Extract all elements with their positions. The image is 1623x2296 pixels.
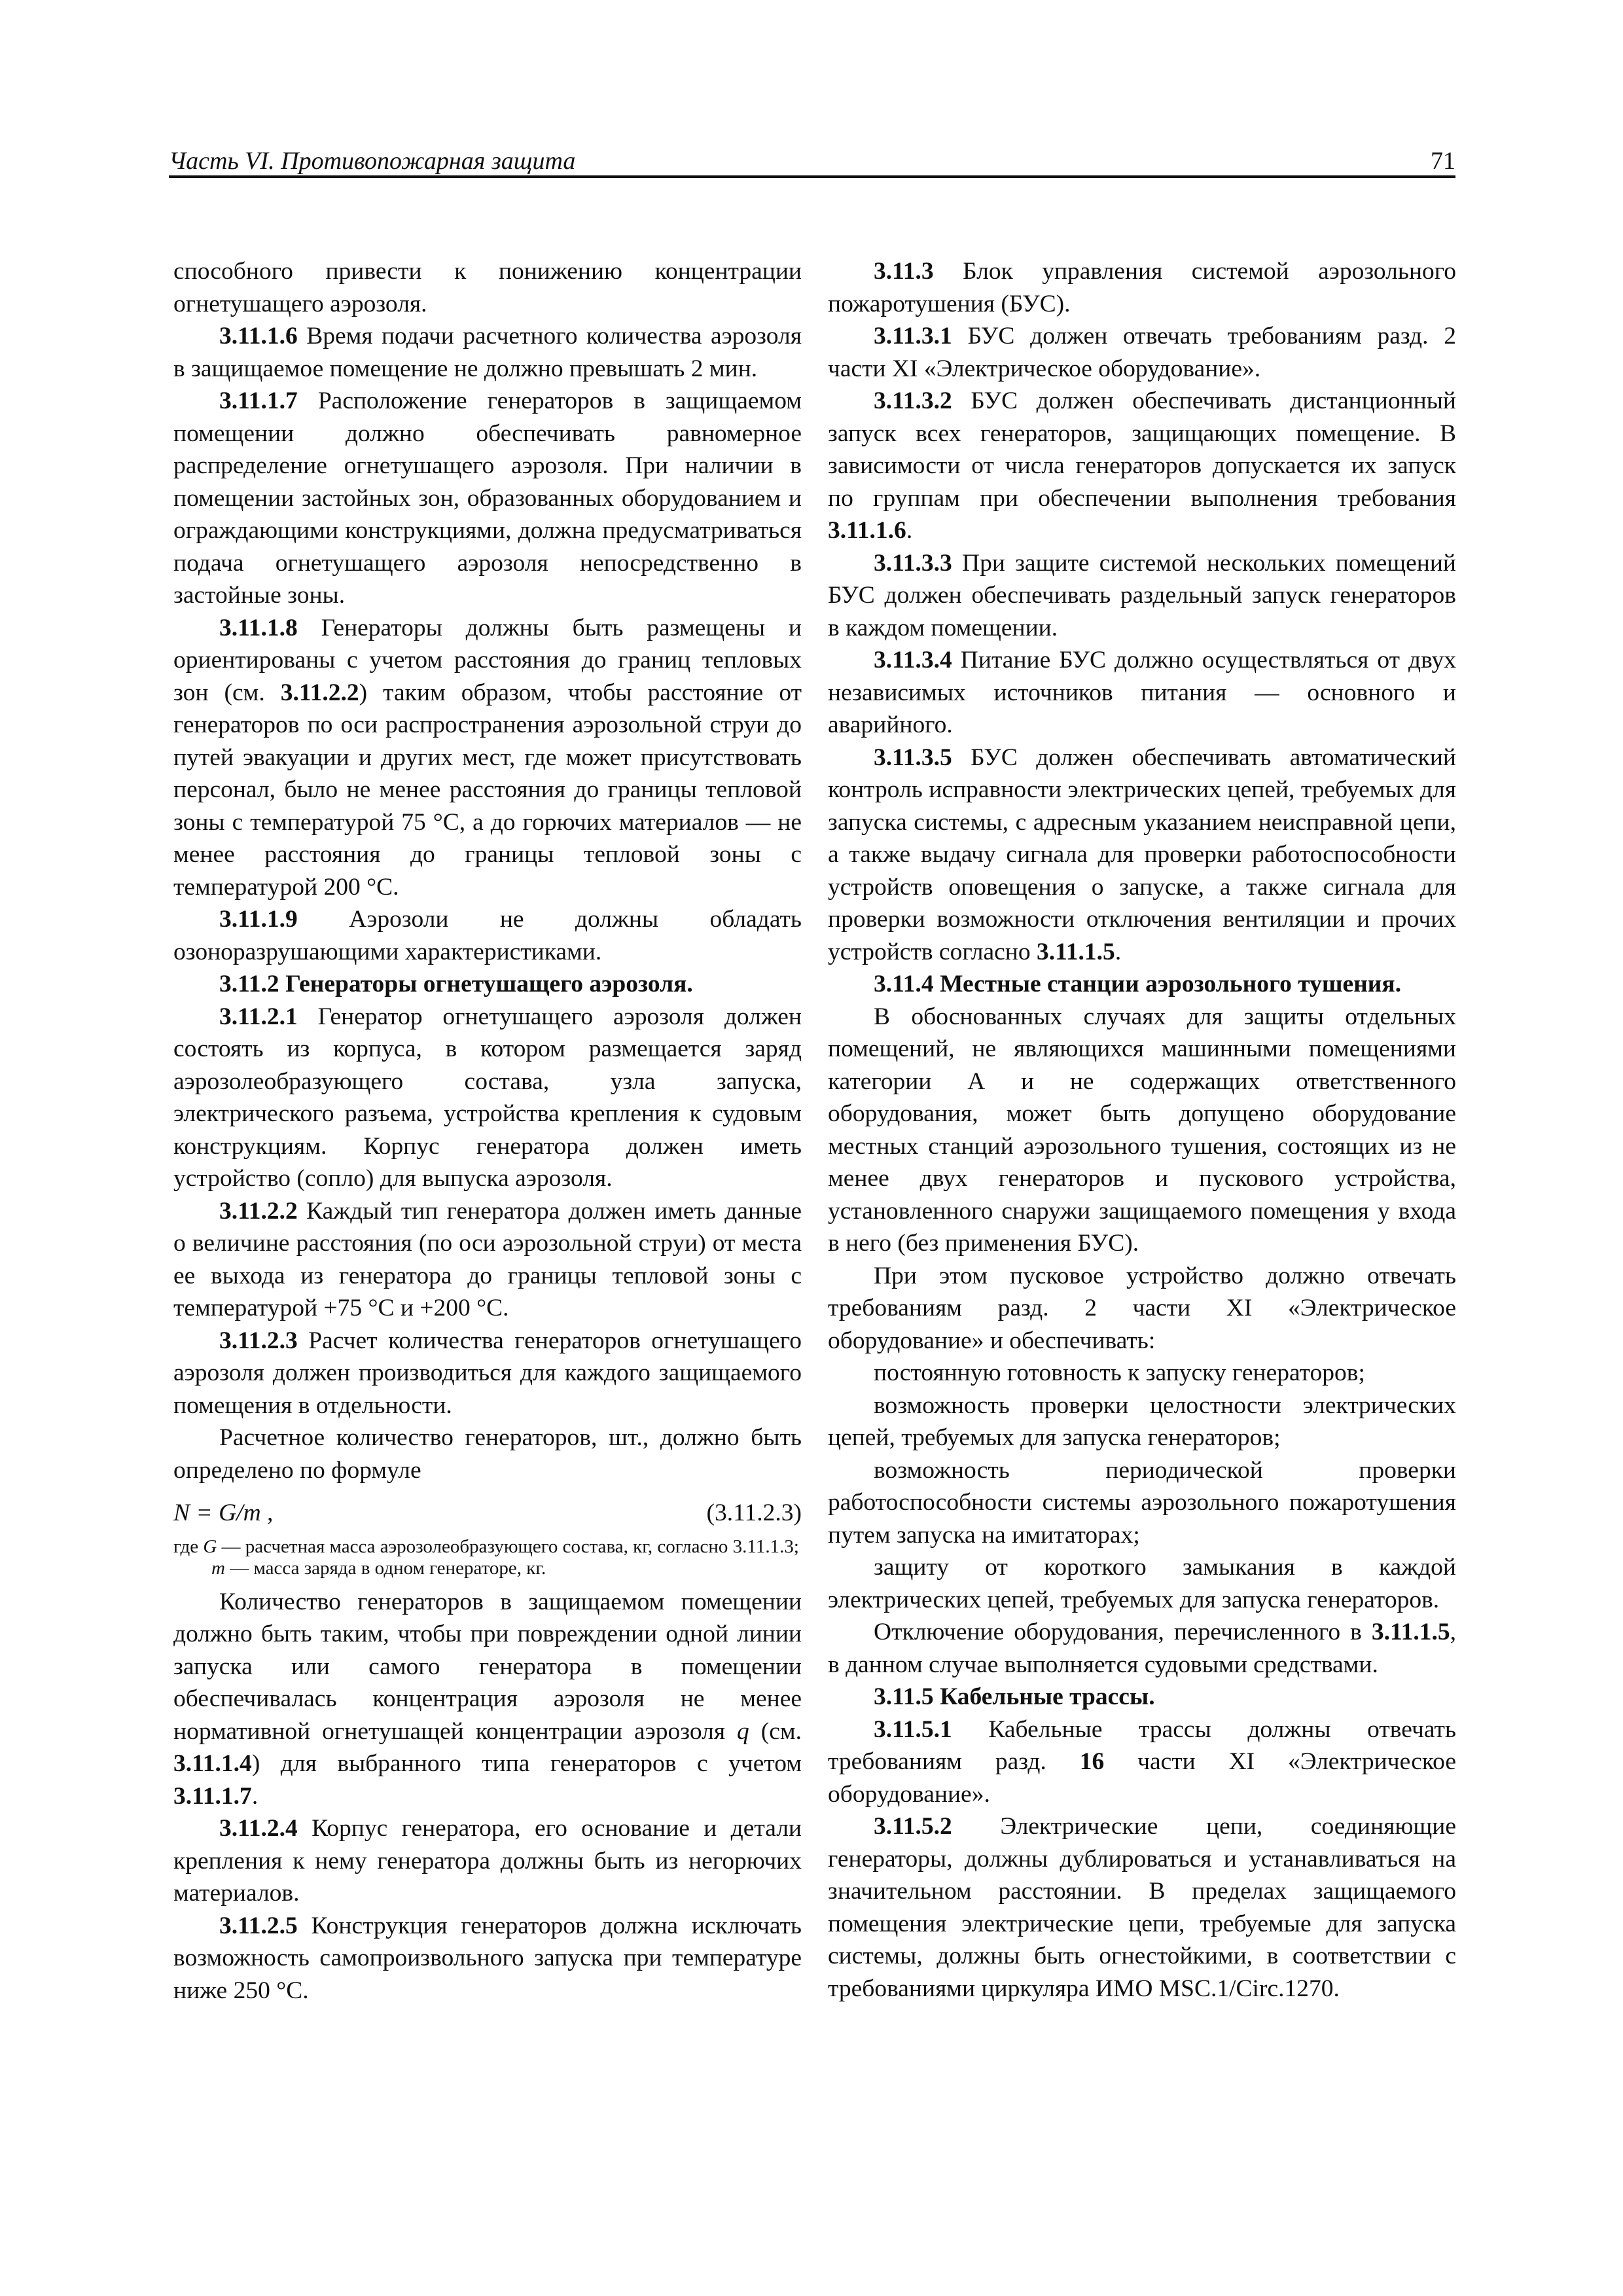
cross-reference: 3.11.1.5 [1371,1619,1450,1645]
section-heading [828,255,1456,320]
paragraph-text: Электрические цепи, соединяющие генераторы, должны дублироваться и устанавливаться на значительном расстоянии. В пределах защищаемого помещения электрические цепи, требуемые для запуска системы, должны быть огнестойкими, в соответствии с требованиями циркуляра ИМО MSC.1/Circ.1270. [828,1813,1456,2002]
legend-line [203,1536,799,1558]
paragraph-text: Кабельные трассы должны отвечать требованиям разд. [828,1715,1456,1775]
header-rule [169,175,1455,178]
paragraph: Расчетное количество генераторов, шт., должно быть определено по формуле [173,1424,802,1484]
cross-reference: 3.11.2.2 [280,679,359,706]
cross-reference: 3.11.1.5 [1037,938,1115,965]
paragraph-text: . [906,517,913,544]
list-item: возможность периодической проверки работоспособности системы аэрозольного пожаротушения путем запуска на имитаторах; [828,1456,1456,1549]
clause-number: 3.11.1.9 [219,906,298,933]
clause-number: 3.11.2.3 [219,1327,298,1354]
paragraph-text: БУС должен отвечать требованиям разд. 2 части XI «Электрическое оборудование». [828,323,1456,382]
clause-number: 3.11.3.3 [874,549,952,577]
clause-number: 3.11.2.4 [219,1815,298,1842]
formula-legend [173,1536,802,1579]
cross-reference: 3.11.1.7 [173,1782,252,1810]
paragraph-text: Генератор огнетушащего аэрозоля должен состоять из корпуса, в котором размещается заряд аэрозолеобразующего состава, узла запуска, электрического разъема, устройства крепления к судовым конструкциям. Корпус генератора должен иметь устройство (сопло) для выпуска аэрозоля. [173,1003,802,1192]
paragraph-text: ) для выбранного типа генераторов с учетом [251,1750,802,1777]
cross-reference: 3.11.1.4 [173,1750,252,1777]
paragraph [828,1616,1456,1681]
legend-row [173,1536,802,1558]
reference-number: 16 [1079,1748,1105,1775]
cross-reference: 3.11.1.6 [828,517,906,544]
paragraph [828,1810,1456,2005]
paragraph-text: Время подачи расчетного количества аэрозоля в защищаемое помещение не должно превышать 2 мин. [173,323,802,382]
paragraph [173,1195,802,1325]
list-item: постоянную готовность к запуску генераторов; [874,1359,1365,1386]
heading-text: Местные станции аэрозольного тушения. [933,971,1402,997]
paragraph-text: БУС должен обеспечивать автоматический контроль исправности электрических цепей, требуемых для запуска системы, с адресным указанием неисправной цепи, а также выдачу сигнала для проверки работоспособности устройств оповещения о запуске, а также сигнала для проверки возможности отключения вентиляции и прочих устройств согласно [828,744,1456,965]
paragraph: В обоснованных случаях для защиты отдельных помещений, не являющихся машинными помещениями категории А и не содержащих ответственного оборудования, может быть допущено оборудование местных станций аэрозольного тушения, состоящих из не менее двух генераторов и пускового устройства, установленного снаружи защищаемого помещения у входа в него (без применения БУС). [828,1003,1456,1257]
clause-number: 3.11.5.2 [874,1813,952,1840]
paragraph-text: Количество генераторов в защищаемом помещении должно быть таким, чтобы при повреждении одной линии запуска или самого генератора в помещении обеспечивалась концентрация аэрозоля не менее нормативной огнетушащей концентрации аэрозоля [173,1588,802,1745]
paragraph-text: . [1115,938,1122,965]
legend-variable: m [211,1557,225,1579]
clause-number: 3.11.1.8 [219,614,298,641]
left-column [173,255,802,2007]
clause-number: 3.11.3.1 [874,323,952,350]
clause-number: 3.11.3 [874,258,934,285]
paragraph [173,1325,802,1422]
clause-number: 3.11.2.5 [219,1912,298,1939]
paragraph [828,1713,1456,1811]
clause-number: 3.11.5 [874,1683,934,1710]
paragraph-text: Аэрозоли не должны обладать озоноразрушающими характеристиками. [173,906,802,965]
list-item: защиту от короткого замыкания в каждой электрических цепей, требуемых для запуска генераторов. [828,1554,1456,1613]
paragraph-text: части XI «Электрическое оборудование». [828,1748,1456,1808]
legend-row [173,1558,802,1579]
clause-number: 3.11.3.4 [874,647,952,673]
section-heading [173,968,802,1001]
paragraph-text: ) таким образом, чтобы расстояние от генераторов по оси распространения аэрозольной струи до путей эвакуации и других мест, где может присутствовать персонал, было не менее расстояния до границы тепловой зоны с температурой 75 °С, а до горючих материалов — не менее расстояния до границы тепловой зоны с температурой 200 °С. [173,679,802,901]
paragraph [173,1812,802,1910]
paragraph-text: Расположение генераторов в защищаемом помещении должно обеспечивать равномерное распределение огнетушащего аэрозоля. При наличии в помещении застойных зон, образованных оборудованием и ограждающими конструкциями, должна предусматриваться подача огнетушащего аэрозоля непосредственно в застойные зоны. [173,387,802,609]
list-item: возможность проверки целостности электрических цепей, требуемых для запуска генераторов; [828,1391,1456,1451]
paragraph [173,385,802,612]
paragraph [828,742,1456,969]
paragraph-text: . [251,1782,259,1810]
page-header [169,145,1455,178]
variable: q [737,1717,749,1745]
legend-text: — расчетная масса аэрозолеобразующего состава, кг, согласно 3.11.1.3; [217,1535,799,1557]
heading-text: Кабельные трассы. [933,1683,1155,1710]
clause-number: 3.11.4 [874,971,934,997]
paragraph [173,1001,802,1195]
formula-number: (3.11.2.3) [706,1499,802,1526]
clause-number: 3.11.3.2 [874,387,952,414]
section-heading [828,968,1456,1001]
heading-text: Блок управления системой аэрозольного пожаротушения (БУС). [828,258,1456,317]
paragraph: способного привести к понижению концентрации огнетушащего аэрозоля. [173,258,802,317]
paragraph-text: Каждый тип генератора должен иметь данные о величине расстояния (по оси аэрозольной струи) от места ее выхода из генератора до границы тепловой зоны с температурой +75 °С и +200 °С. [173,1197,802,1321]
page-number: 71 [1431,147,1455,175]
paragraph-text: Корпус генератора, его основание и детали крепления к нему генератора должны быть из негорючих материалов. [173,1815,802,1907]
clause-number: 3.11.5.1 [874,1715,952,1743]
clause-number: 3.11.2.1 [219,1003,298,1030]
legend-line [211,1558,546,1579]
clause-number: 3.11.1.6 [219,323,298,350]
paragraph-text: , в данном случае выполняется судовыми средствами. [828,1619,1456,1678]
paragraph [173,903,802,968]
paragraph [173,612,802,904]
paragraph-text: Отключение оборудования, перечисленного в [874,1619,1372,1645]
paragraph-text: (см. [749,1717,802,1745]
clause-number: 3.11.3.5 [874,744,952,771]
formula [173,1497,802,1530]
clause-number: 3.11.2.2 [219,1197,298,1225]
paragraph [828,320,1456,385]
paragraph-text: Конструкция генераторов должна исключать возможность самопроизвольного запуска при температуре ниже 250 °С. [173,1912,802,2004]
paragraph-text: БУС должен обеспечивать дистанционный запуск всех генераторов, защищающих помещение. В зависимости от числа генераторов допускается их запуск по группам при обеспечении выполнения требования [828,387,1456,512]
legend-text: — масса заряда в одном генераторе, кг. [224,1557,546,1579]
heading-text: Генераторы огнетушащего аэрозоля. [279,971,693,997]
paragraph [173,320,802,385]
clause-number: 3.11.1.7 [219,387,298,414]
right-column [828,255,1456,2005]
paragraph-text: При защите системой нескольких помещений БУС должен обеспечивать раздельный запуск генераторов в каждом помещении. [828,549,1456,641]
formula-expression: N = G/m , [173,1499,274,1526]
paragraph [828,547,1456,645]
paragraph-text: Питание БУС должно осуществляться от двух независимых источников питания — основного и аварийного. [828,647,1456,738]
paragraph [173,1910,802,2007]
clause-number: 3.11.2 [219,971,279,997]
paragraph-text: Генераторы должны быть размещены и ориентированы с учетом расстояния до границ тепловых зон (см. [173,614,802,706]
section-heading [828,1681,1456,1713]
paragraph [173,1586,802,1813]
paragraph-text: Расчет количества генераторов огнетушащего аэрозоля должен производиться для каждого защищаемого помещения в отдельности. [173,1327,802,1419]
legend-prefix: где [173,1535,204,1557]
paragraph: При этом пусковое устройство должно отвечать требованиям разд. 2 части XI «Электрическое оборудование» и обеспечивать: [828,1262,1456,1354]
paragraph [828,644,1456,742]
legend-variable: G [203,1535,217,1557]
header-title: Часть VI. Противопожарная защита [169,147,576,175]
paragraph [828,385,1456,547]
